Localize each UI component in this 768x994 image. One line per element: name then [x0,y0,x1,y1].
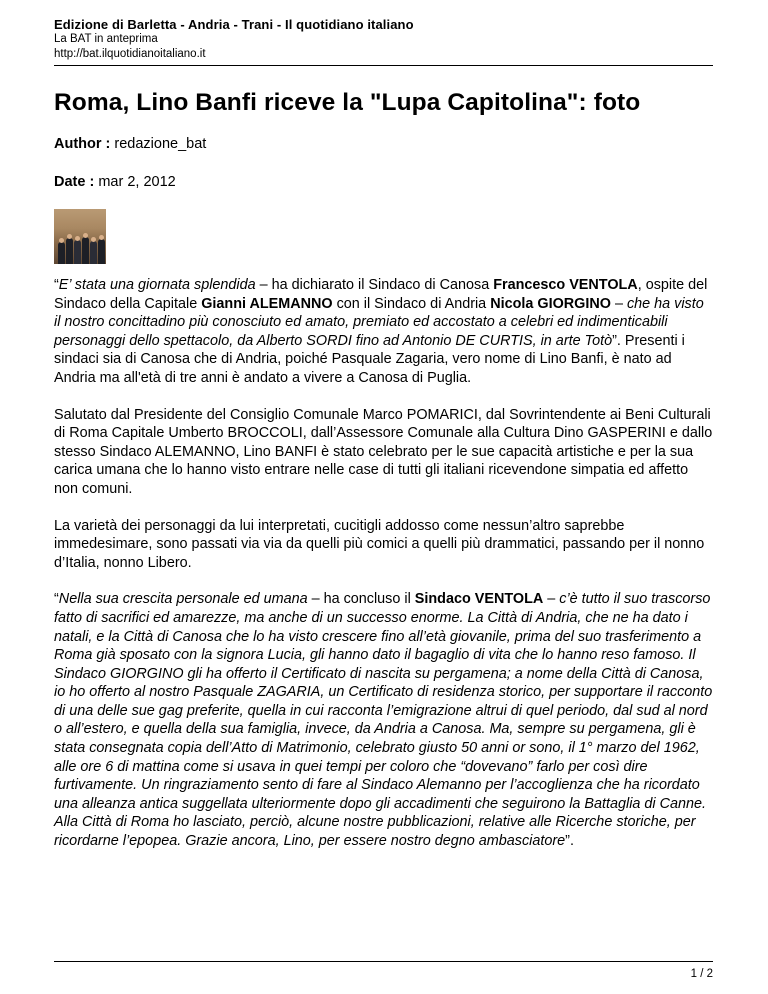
site-url: http://bat.ilquotidianoitaliano.it [54,48,206,60]
article-body [54,276,713,869]
date-label: Date : [54,174,95,190]
paragraph-text-run: Salutato dal Presidente del Consiglio Comunale Marco POMARICI, dal Sovrintendente ai Beni Culturali di Roma Capitale Umberto BROCCOLI, dall’Assessore Comunale alla Cultura Dino GASPERINI e dallo stesso Sindaco ALEMANNO, Lino BANFI è stato celebrato per le sue capacità artistiche e per la sua carica umana che lo hanno visto entrare nelle case di tutti gli italiani ricevendone simpatia ed affetto non comuni. [54,406,713,497]
paragraph-text-run: – [543,591,560,608]
site-name: Edizione di Barletta - Andria - Trani - Il quotidiano italiano [54,17,414,32]
paragraph-text-run: Nella sua crescita personale ed umana [58,591,308,608]
paragraph-text-run: , ospite del Sindaco della Capitale [54,277,708,312]
paragraph-text-run: “ [54,591,59,608]
paragraph-text-run: Nicola GIORGINO [490,295,611,312]
paragraph-text-run: che ha visto il nostro concittadino più conosciuto ed amato, premiato ed accostato a celebri ed indimenticabili personaggi dello spettacolo, da Alberto SORDI fino ad Antonio DE CURTIS, in arte Totò [54,295,704,349]
author-label: Author : [54,136,111,152]
paragraph-text-run: ”. Presenti i sindaci sia di Canosa che di Andria, poiché Pasquale Zagaria, vero nome di Lino Banfi, è nato ad Andria ma all'età di tre anni è andato a vivere a Canosa di Puglia. [54,332,685,386]
article-paragraph [54,276,713,388]
paragraph-text-run: – [610,295,627,312]
paragraph-text-run: – ha concluso il [307,591,415,608]
paragraph-text-run: E’ stata una giornata splendida [58,277,256,293]
article-thumbnail-image [54,209,106,264]
author-line [54,136,206,152]
page-number: 1 / 2 [690,968,713,980]
paragraph-text-run: Francesco VENTOLA [493,277,638,293]
author-value: redazione_bat [114,136,207,152]
paragraph-text-run: con il Sindaco di Andria [332,295,491,312]
paragraph-text-run: Sindaco VENTOLA [414,591,544,608]
paragraph-text-run: ”. [565,833,574,850]
paragraph-text-run: c’è tutto il suo trascorso fatto di sacrifici ed amarezze, ma anche di un successo enorme. La Città di Andria, che ne ha dato i natali, e la Città di Canosa che lo ha visto crescere fino all’età giovanile, prima del suo trasferimento a Roma già sposato con la signora Lucia, gli hanno dato il bagaglio di vita che lo hanno reso famoso. Il Sindaco GIORGINO gli ha offerto il Certificato di nascita su pergamena; a nome della Città di Canosa, io ho offerto al nostro Pasquale ZAGARIA, un Certificato di residenza storico, per supportare il racconto di una delle sue gag preferite, quella in cui racconta l’emigrazione altrui di quel periodo, dal sud al nord o all’estero, e quella della sua famiglia, invece, da Andria a Canosa. Ma, sempre su pergamena, gli è stata consegnata copia dell’Atto di Matrimonio, celebrato giusto 50 anni or sono, il 1° marzo del 1962, alle ore 6 di mattina come si usava in quei tempi per coloro che “dovevano” farlo per così dire furtivamente. Un ringraziamento sento di fare al Sindaco Alemanno per l’accoglienza che ha ricordato una alleanza antica suggellata ulteriormente dopo gli accadimenti che seguirono la Battaglia di Canne. Alla Città di Roma ho lasciato, perciò, alcune nostre pubblicazioni, relative alle Ricerche storiche, per ricordarne l’epopea. Grazie ancora, Lino, per essere nostro degno ambasciatore [54,591,713,850]
site-subtitle: La BAT in anteprima [54,33,158,45]
date-line [54,174,176,190]
article-paragraph [54,406,713,499]
article-paragraph [54,590,713,850]
paragraph-text-run: – ha dichiarato il Sindaco di Canosa [255,277,494,293]
article-paragraph [54,517,713,573]
date-value: mar 2, 2012 [98,174,176,190]
header-divider [54,65,713,66]
article-title: Roma, Lino Banfi riceve la "Lupa Capitolina": foto [54,89,641,116]
paragraph-text-run: Gianni ALEMANNO [201,295,333,312]
paragraph-text-run: La varietà dei personaggi da lui interpretati, cucitigli addosso come nessun’altro saprebbe immedesimare, sono passati via via da quelli più comici a quelli più drammatici, passando per il nonno d’Italia, nonno Libero. [54,517,705,571]
footer-divider [54,961,713,962]
paragraph-text-run: “ [54,277,59,293]
